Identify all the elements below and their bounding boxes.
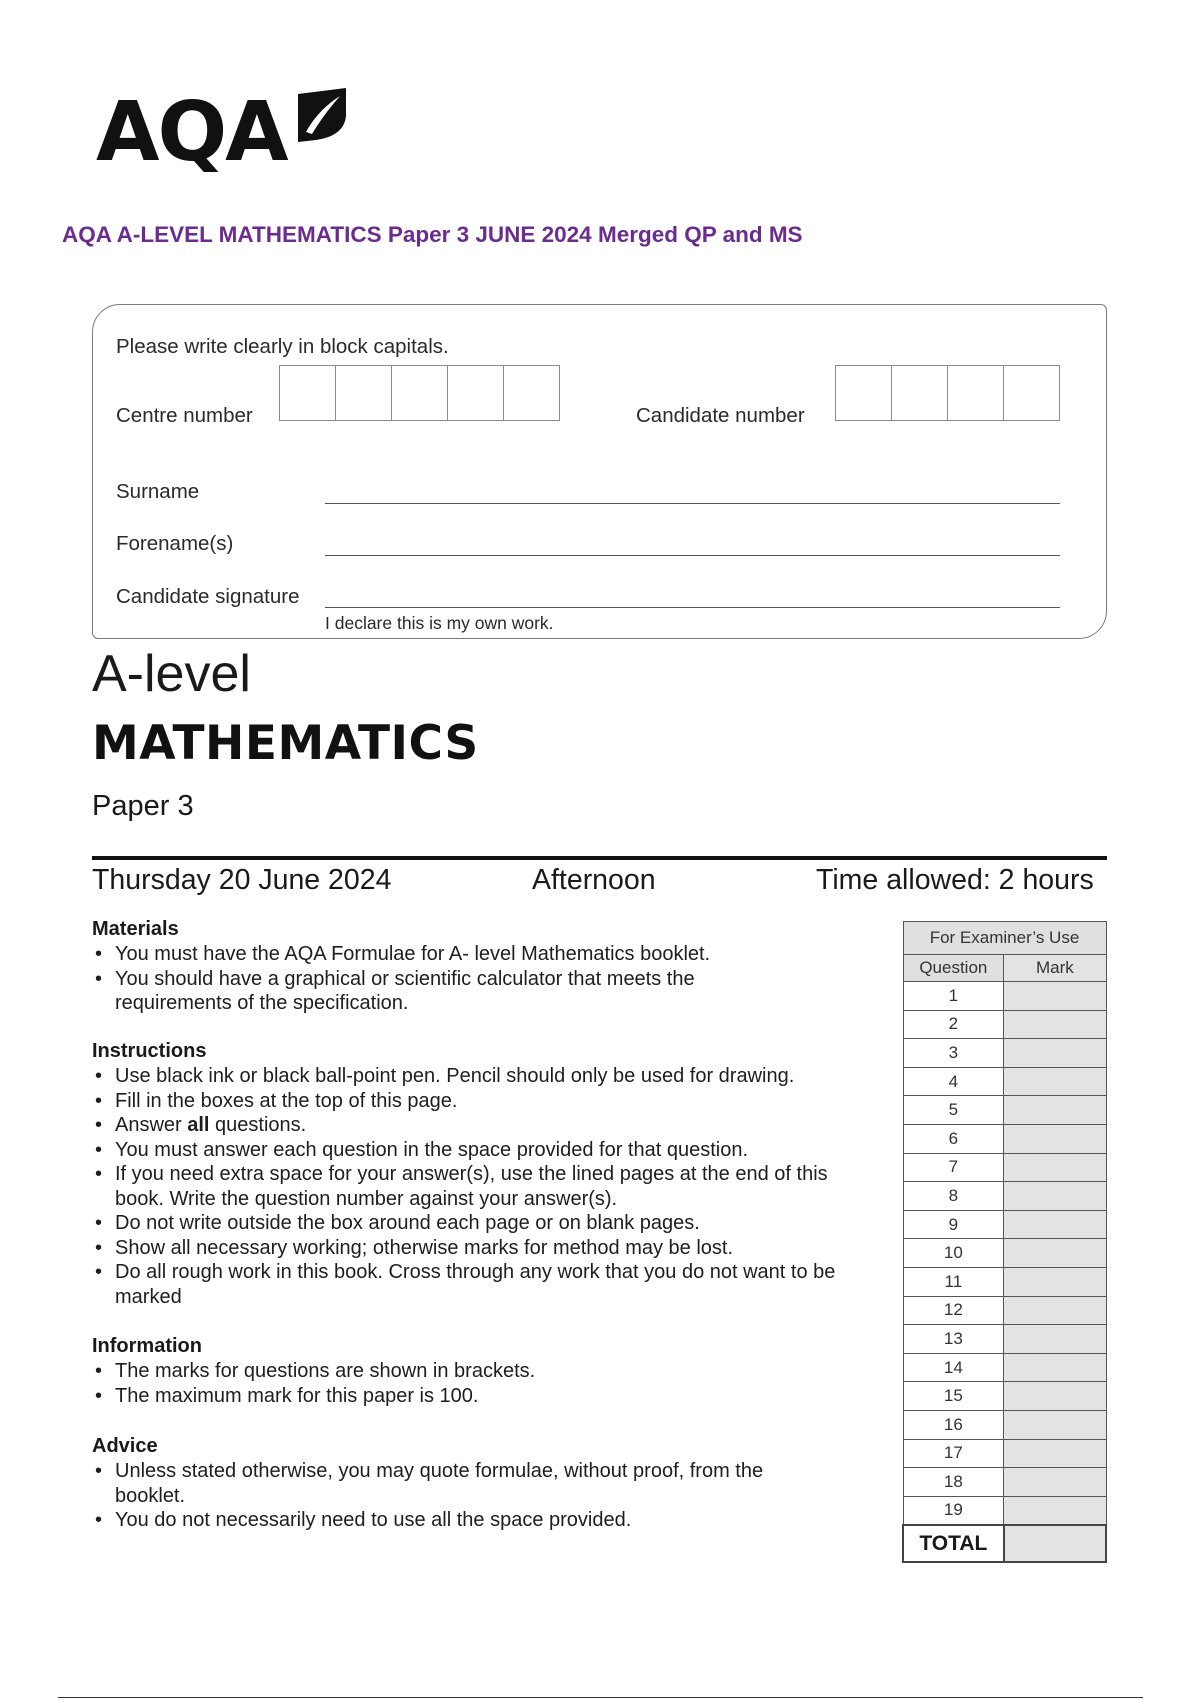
block-capitals-instruction: Please write clearly in block capitals. xyxy=(116,335,449,358)
mark-cell xyxy=(1004,1439,1106,1468)
mark-cell xyxy=(1004,1496,1106,1525)
table-row xyxy=(903,1210,1106,1239)
header-rule xyxy=(92,856,1107,860)
candidate-number-digit-box[interactable] xyxy=(891,365,948,421)
mark-column-header: Mark xyxy=(1004,955,1106,982)
mark-cell xyxy=(1004,1296,1106,1325)
question-number-cell: 5 xyxy=(903,1096,1004,1125)
answer-text-post: questions. xyxy=(209,1114,307,1136)
centre-number-label: Centre number xyxy=(116,404,253,427)
question-number-cell: 6 xyxy=(903,1124,1004,1153)
table-row xyxy=(903,1353,1106,1382)
list-item: • Show all necessary working; otherwise marks for method may be lost. xyxy=(92,1236,882,1261)
exam-session: Afternoon xyxy=(532,864,656,896)
list-item: • Do not write outside the box around each page or on blank pages. xyxy=(92,1211,882,1236)
list-item: • You do not necessarily need to use all the space provided. xyxy=(92,1508,807,1533)
forenames-line[interactable] xyxy=(325,555,1060,556)
information-list xyxy=(92,1359,892,1408)
list-item: • Use black ink or black ball-point pen. Pencil should only be used for drawing. xyxy=(92,1064,882,1089)
mark-cell xyxy=(1004,1410,1106,1439)
question-number-cell: 9 xyxy=(903,1210,1004,1239)
exam-date: Thursday 20 June 2024 xyxy=(92,864,392,896)
answer-text-pre: Answer xyxy=(115,1114,188,1136)
surname-line[interactable] xyxy=(325,503,1060,504)
surname-label: Surname xyxy=(116,480,200,503)
table-row xyxy=(903,1382,1106,1411)
table-row xyxy=(903,1182,1106,1211)
question-number-cell: 13 xyxy=(903,1325,1004,1354)
mark-cell xyxy=(1004,982,1106,1011)
centre-number-digit-box[interactable] xyxy=(279,365,336,421)
candidate-number-digit-box[interactable] xyxy=(1003,365,1060,421)
list-item: • The marks for questions are shown in brackets. xyxy=(92,1359,892,1384)
answer-text-bold: all xyxy=(187,1114,210,1136)
mark-cell xyxy=(1004,1210,1106,1239)
question-number-cell: 3 xyxy=(903,1039,1004,1068)
mark-cell xyxy=(1004,1325,1106,1354)
question-number-cell: 4 xyxy=(903,1067,1004,1096)
materials-title: Materials xyxy=(92,918,179,940)
table-row xyxy=(903,1496,1106,1525)
list-item: • You must have the AQA Formulae for A- level Mathematics booklet. xyxy=(92,942,782,967)
question-number-cell: 18 xyxy=(903,1468,1004,1497)
information-title: Information xyxy=(92,1335,202,1357)
centre-number-digit-box[interactable] xyxy=(391,365,448,421)
table-row xyxy=(903,1067,1106,1096)
signature-line[interactable] xyxy=(325,607,1060,608)
question-number-cell: 16 xyxy=(903,1410,1004,1439)
table-row xyxy=(903,1325,1106,1354)
paper-number: Paper 3 xyxy=(92,790,194,822)
question-number-cell: 1 xyxy=(903,982,1004,1011)
aqa-logo-text: AQA xyxy=(96,85,287,180)
candidate-number-boxes[interactable] xyxy=(835,365,1059,421)
forenames-label: Forename(s) xyxy=(116,532,234,555)
mark-cell xyxy=(1004,1239,1106,1268)
question-number-cell: 11 xyxy=(903,1267,1004,1296)
table-row xyxy=(903,1039,1106,1068)
advice-title: Advice xyxy=(92,1435,158,1457)
qualification-level: A-level xyxy=(92,645,251,703)
declaration-text: I declare this is my own work. xyxy=(325,613,554,633)
aqa-leaf-icon xyxy=(294,88,350,146)
candidate-details-box xyxy=(92,304,1107,639)
mark-cell xyxy=(1004,1067,1106,1096)
question-number-cell: 8 xyxy=(903,1182,1004,1211)
centre-number-boxes[interactable] xyxy=(279,365,559,421)
mark-cell xyxy=(1004,1153,1106,1182)
centre-number-digit-box[interactable] xyxy=(447,365,504,421)
aqa-logo xyxy=(96,85,366,188)
mark-cell xyxy=(1004,1096,1106,1125)
mark-cell xyxy=(1004,1468,1106,1497)
examiner-table-title: For Examiner’s Use xyxy=(903,922,1106,955)
list-item: • If you need extra space for your answer(s), use the lined pages at the end of this book. Write the question number against your answer(s). xyxy=(92,1162,882,1211)
signature-label: Candidate signature xyxy=(116,585,300,608)
mark-cell xyxy=(1004,1267,1106,1296)
mark-cell xyxy=(1004,1382,1106,1411)
list-item: • The maximum mark for this paper is 100. xyxy=(92,1384,892,1409)
list-item xyxy=(92,1113,882,1138)
table-row xyxy=(903,982,1106,1011)
centre-number-digit-box[interactable] xyxy=(335,365,392,421)
total-label: TOTAL xyxy=(903,1525,1004,1562)
table-row xyxy=(903,1468,1106,1497)
examiner-use-table xyxy=(902,921,1107,1563)
table-row xyxy=(903,1096,1106,1125)
table-row xyxy=(903,1239,1106,1268)
list-item: • You should have a graphical or scientific calculator that meets the requirements of the specification. xyxy=(92,967,782,1016)
list-item: • Fill in the boxes at the top of this page. xyxy=(92,1089,882,1114)
list-item: • Unless stated otherwise, you may quote formulae, without proof, from the booklet. xyxy=(92,1459,807,1508)
candidate-number-digit-box[interactable] xyxy=(947,365,1004,421)
table-row xyxy=(903,1410,1106,1439)
advice-list xyxy=(92,1459,807,1533)
total-mark-cell xyxy=(1004,1525,1106,1562)
question-number-cell: 2 xyxy=(903,1010,1004,1039)
question-number-cell: 17 xyxy=(903,1439,1004,1468)
table-row xyxy=(903,1267,1106,1296)
instructions-title: Instructions xyxy=(92,1040,207,1062)
materials-list xyxy=(92,942,782,1016)
centre-number-digit-box[interactable] xyxy=(503,365,560,421)
document-heading: AQA A-LEVEL MATHEMATICS Paper 3 JUNE 2024 Merged QP and MS xyxy=(62,222,803,247)
table-row xyxy=(903,1296,1106,1325)
list-item: • Do all rough work in this book. Cross through any work that you do not want to be marked xyxy=(92,1260,882,1309)
page-bottom-rule xyxy=(58,1697,1143,1698)
list-item: • You must answer each question in the space provided for that question. xyxy=(92,1138,882,1163)
time-allowed: Time allowed: 2 hours xyxy=(816,864,1094,896)
mark-cell xyxy=(1004,1124,1106,1153)
question-number-cell: 19 xyxy=(903,1496,1004,1525)
question-number-cell: 10 xyxy=(903,1239,1004,1268)
candidate-number-digit-box[interactable] xyxy=(835,365,892,421)
table-row xyxy=(903,1010,1106,1039)
mark-cell xyxy=(1004,1353,1106,1382)
question-number-cell: 7 xyxy=(903,1153,1004,1182)
question-number-cell: 14 xyxy=(903,1353,1004,1382)
mark-cell xyxy=(1004,1039,1106,1068)
subject-title: MATHEMATICS xyxy=(92,716,479,771)
mark-cell xyxy=(1004,1010,1106,1039)
question-column-header: Question xyxy=(903,955,1004,982)
instructions-list xyxy=(92,1064,882,1309)
table-row xyxy=(903,1439,1106,1468)
table-row xyxy=(903,1153,1106,1182)
examiner-table-body xyxy=(903,982,1106,1526)
candidate-number-label: Candidate number xyxy=(636,404,805,427)
mark-cell xyxy=(1004,1182,1106,1211)
question-number-cell: 15 xyxy=(903,1382,1004,1411)
table-row xyxy=(903,1124,1106,1153)
question-number-cell: 12 xyxy=(903,1296,1004,1325)
